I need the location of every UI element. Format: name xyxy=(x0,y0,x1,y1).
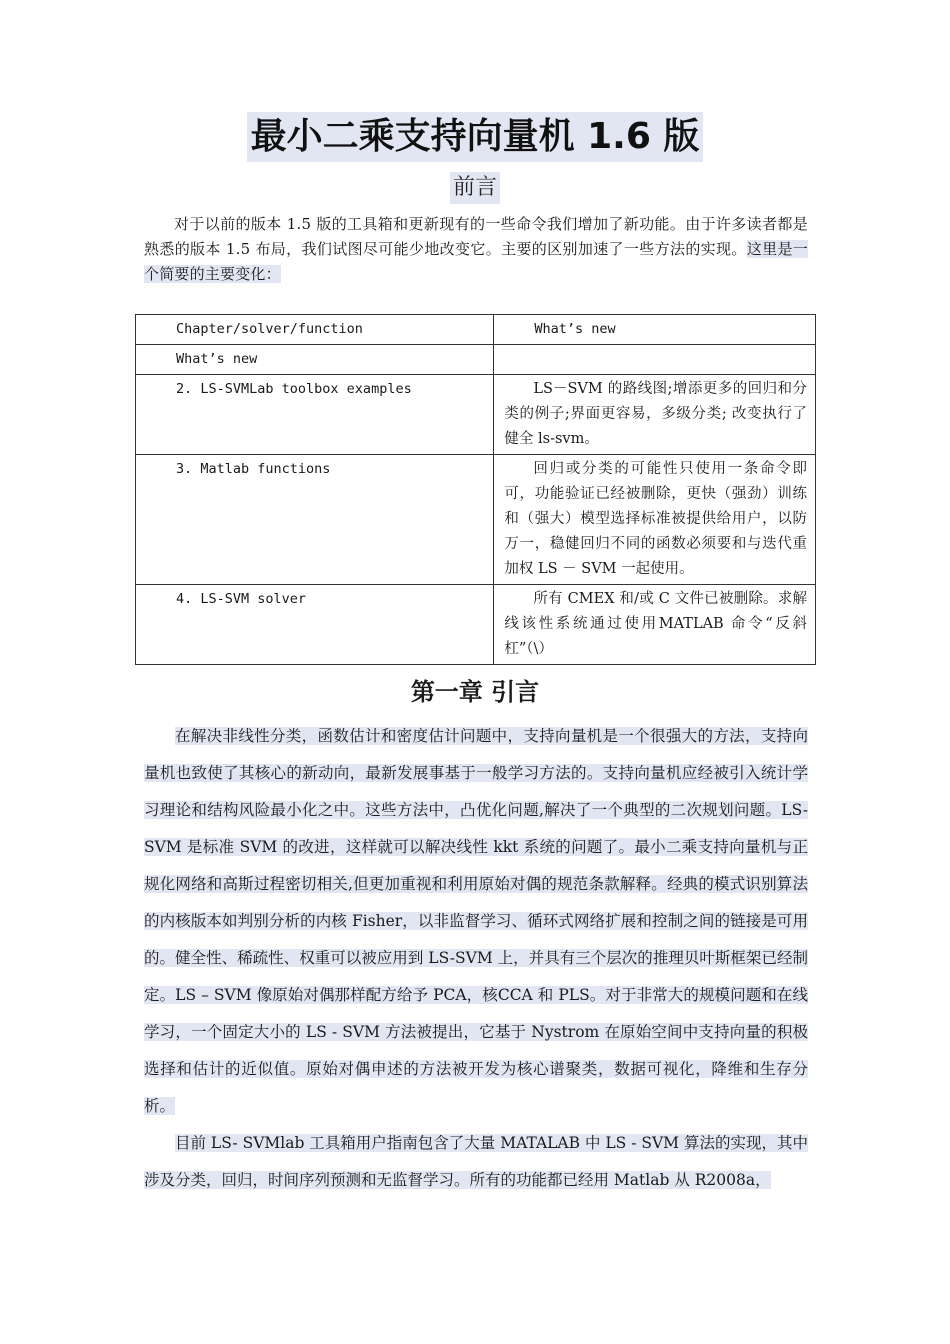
document-title: 最小二乘支持向量机 1.6 版 xyxy=(0,112,950,162)
preface-paragraph xyxy=(144,212,808,287)
body-paragraph: 在解决非线性分类，函数估计和密度估计问题中，支持向量机是一个很强大的方法，支持向量机也致使了其核心的新动向，最新发展事基于一般学习方法的。支持向量机应经被引入统计学习理论和结构风险最小化之中。这些方法中，凸优化问题,解决了一个典型的二次规划问题。LS-SVM 是标准 SVM 的改进，这样就可以解决线性 kkt 系统的问题了。最小二乘支持向量机与正规化网络和高斯过程密切相关,但更加重视和利用原始对偶的规范条款解释。经典的模式识别算法的内核版本如判别分析的内核 Fisher，以非监督学习、循环式网络扩展和控制之间的链接是可用的。健全性、稀疏性、权重可以被应用到 LS-SVM 上，并具有三个层次的推理贝叶斯框架已经制定。LS – SVM 像原始对偶那样配方给予 PCA，核CCA 和 PLS。对于非常大的规模问题和在线学习，一个固定大小的 LS - SVM 方法被提出，它基于 Nystrom 在原始空间中支持向量的积极选择和估计的近似值。原始对偶申述的方法被开发为核心谱聚类，数据可视化，降维和生存分析。 xyxy=(144,727,808,1115)
table-header-cell: What’s new xyxy=(494,315,816,345)
table-cell: 2. LS-SVMLab toolbox examples xyxy=(136,375,494,455)
changes-table xyxy=(135,314,816,665)
table-cell xyxy=(494,345,816,375)
chapter-heading: 第一章 引言 xyxy=(410,678,540,706)
table-cell: 所有 CMEX 和/或 C 文件已被删除。求解线该性系统通过使用MATLAB 命令“反斜杠”（\） xyxy=(494,585,816,665)
table-cell: 3. Matlab functions xyxy=(136,455,494,585)
preface-text-highlighted: 这里是一个简要的主要变化： xyxy=(144,240,808,283)
table-cell: 4. LS-SVM solver xyxy=(136,585,494,665)
table-row xyxy=(136,455,816,585)
body-paragraph: 目前 LS- SVMlab 工具箱用户指南包含了大量 MATALAB 中 LS - SVM 算法的实现，其中涉及分类，回归，时间序列预测和无监督学习。所有的功能都已经用 Matlab 从 R2008a， xyxy=(144,1134,808,1189)
chapter-body xyxy=(144,718,808,1199)
table-row xyxy=(136,375,816,455)
preface-text: 对于以前的版本 1.5 版的工具箱和更新现有的一些命令我们增加了新功能。由于许多读者都是熟悉的版本 1.5 布局，我们试图尽可能少地改变它。主要的区别加速了一些方法的实现。 xyxy=(144,215,808,258)
table-row xyxy=(136,345,816,375)
table-cell: What’s new xyxy=(136,345,494,375)
table-header-row xyxy=(136,315,816,345)
preface-heading: 前言 xyxy=(0,172,950,204)
table-row xyxy=(136,585,816,665)
table-header-cell: Chapter/solver/function xyxy=(136,315,494,345)
table-cell: 回归或分类的可能性只使用一条命令即可，功能验证已经被删除，更快（强劲）训练和（强大）模型选择标准被提供给用户，以防万一，稳健回归不同的函数必须要和与迭代重加权 LS － SVM 一起使用。 xyxy=(494,455,816,585)
table-cell: LS－SVM 的路线图;增添更多的回归和分类的例子;界面更容易，多级分类; 改变执行了健全 ls-svm。 xyxy=(494,375,816,455)
